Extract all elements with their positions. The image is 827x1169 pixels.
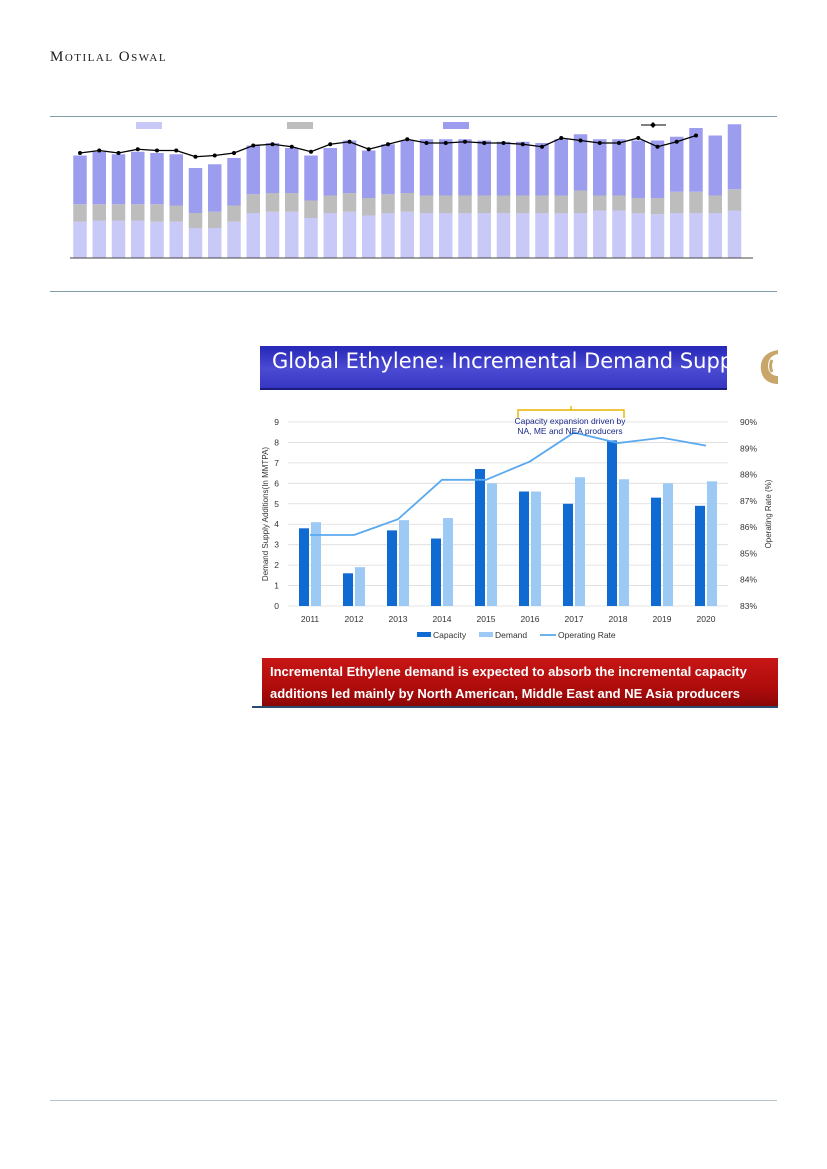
bar-13-segment-3 — [304, 156, 318, 201]
bar-8-segment-2 — [208, 212, 222, 228]
line-point-13 — [309, 150, 313, 154]
bar-17-segment-3 — [381, 144, 395, 194]
chart1-bottom-rule — [50, 291, 777, 292]
bar-8-segment-3 — [208, 164, 222, 212]
line-point-9 — [232, 151, 236, 155]
bar-6-segment-2 — [170, 206, 184, 222]
bar-15-segment-3 — [343, 141, 357, 194]
line-point-5 — [155, 149, 159, 153]
bar-29-segment-2 — [612, 196, 626, 211]
line-point-2 — [97, 149, 101, 153]
demand-bar-2020 — [707, 481, 717, 606]
bar-15-segment-1 — [343, 212, 357, 258]
y-tick-label: 7 — [274, 457, 279, 468]
capacity-bar-2014 — [431, 539, 441, 606]
bar-11-segment-3 — [266, 143, 280, 193]
x-tick-label: 2013 — [388, 614, 408, 624]
line-point-15 — [348, 140, 352, 144]
bar-30-segment-3 — [632, 141, 646, 199]
bar-17-segment-2 — [381, 194, 395, 213]
bar-25-segment-1 — [535, 213, 549, 258]
bar-24-segment-3 — [516, 142, 530, 196]
banner-line-1: Incremental Ethylene demand is expected to absorb the incremental capacity — [270, 664, 747, 679]
line-point-11 — [271, 142, 275, 146]
line-point-27 — [579, 139, 583, 143]
bar-24-segment-2 — [516, 196, 530, 214]
capacity-bar-2016 — [519, 492, 529, 606]
bar-2-segment-2 — [93, 204, 107, 220]
bar-31-segment-3 — [651, 141, 665, 199]
y-tick-label: 8 — [274, 437, 279, 448]
bar-31-segment-1 — [651, 214, 665, 258]
bar-1-segment-3 — [73, 156, 87, 205]
line-point-21 — [463, 140, 467, 144]
bar-21-segment-2 — [458, 196, 472, 214]
bar-3-segment-1 — [112, 221, 126, 259]
y-right-tick-label: 90% — [740, 417, 758, 427]
line-point-18 — [405, 137, 409, 141]
legend-operating-rate-label: Operating Rate — [558, 630, 616, 640]
bar-16-segment-1 — [362, 216, 376, 259]
y-right-tick-label: 87% — [740, 495, 758, 506]
bar-12-segment-3 — [285, 148, 299, 193]
bar-4-segment-3 — [131, 152, 145, 205]
bar-30-segment-1 — [632, 213, 646, 258]
bar-32-segment-2 — [670, 192, 684, 213]
demand-bar-2014 — [443, 518, 453, 606]
y-tick-label: 1 — [274, 580, 279, 591]
bar-33-segment-2 — [689, 192, 703, 213]
bar-25-segment-3 — [535, 143, 549, 196]
line-point-14 — [328, 142, 332, 146]
bar-21-segment-1 — [458, 213, 472, 258]
legend-swatch-3 — [443, 122, 469, 129]
x-tick-label: 2020 — [696, 614, 716, 624]
bar-30-segment-2 — [632, 198, 646, 213]
capacity-bar-2011 — [299, 528, 309, 606]
capacity-bar-2020 — [695, 506, 705, 606]
line-point-10 — [251, 144, 255, 148]
line-point-3 — [117, 151, 121, 155]
bar-4-segment-1 — [131, 221, 145, 259]
capacity-bar-2018 — [607, 440, 617, 606]
bar-11-segment-1 — [266, 212, 280, 258]
y-right-tick-label: 86% — [740, 522, 758, 533]
bar-2-segment-3 — [93, 152, 107, 205]
bar-5-segment-1 — [150, 222, 164, 258]
x-tick-label: 2012 — [344, 614, 364, 624]
bar-6-segment-3 — [170, 154, 184, 205]
bar-31-segment-2 — [651, 198, 665, 214]
y-tick-label: 6 — [274, 478, 279, 489]
footer-rule — [50, 1100, 777, 1101]
bar-32-segment-3 — [670, 137, 684, 192]
line-point-33 — [694, 134, 698, 138]
y-right-axis-title: Operating Rate (%) — [764, 479, 773, 549]
bar-35-segment-2 — [728, 189, 742, 210]
legend-swatch-2 — [287, 122, 313, 129]
y-axis-title: Demand Supply Additions(In MMTPA) — [261, 446, 270, 582]
bar-35-segment-1 — [728, 211, 742, 259]
x-tick-label: 2017 — [564, 614, 584, 624]
bar-27-segment-3 — [574, 134, 588, 190]
line-point-19 — [425, 141, 429, 145]
slide-title-bar — [260, 346, 752, 388]
bar-17-segment-1 — [381, 213, 395, 258]
bar-13-segment-1 — [304, 218, 318, 258]
line-point-32 — [675, 140, 679, 144]
x-tick-label: 2018 — [608, 614, 628, 624]
capacity-bar-2015 — [475, 469, 485, 606]
line-point-29 — [617, 141, 621, 145]
ethylene-slide — [252, 346, 778, 708]
bar-7-segment-2 — [189, 213, 203, 228]
line-point-7 — [194, 155, 198, 159]
bar-23-segment-1 — [497, 213, 511, 258]
line-point-30 — [636, 136, 640, 140]
bar-16-segment-3 — [362, 151, 376, 199]
bar-15-segment-2 — [343, 193, 357, 212]
line-point-4 — [136, 147, 140, 151]
ethylene-demand-supply-chart — [252, 406, 778, 656]
demand-bar-2012 — [355, 567, 365, 606]
bar-12-segment-2 — [285, 193, 299, 212]
legend-capacity-swatch — [417, 632, 431, 637]
bar-11-segment-2 — [266, 193, 280, 212]
bar-20-segment-1 — [439, 213, 453, 258]
bar-23-segment-3 — [497, 142, 511, 196]
legend-demand-label: Demand — [495, 630, 528, 640]
bar-5-segment-2 — [150, 204, 164, 222]
x-tick-label: 2015 — [476, 614, 496, 624]
line-point-25 — [540, 145, 544, 149]
bar-16-segment-2 — [362, 198, 376, 216]
bar-28-segment-3 — [593, 139, 607, 195]
line-point-23 — [502, 141, 506, 145]
demand-bar-2016 — [531, 492, 541, 606]
line-point-16 — [367, 147, 371, 151]
bar-14-segment-3 — [324, 148, 338, 196]
x-tick-label: 2019 — [652, 614, 672, 624]
bar-10-segment-2 — [247, 194, 261, 213]
y-right-tick-label: 83% — [740, 601, 758, 611]
line-point-28 — [598, 141, 602, 145]
bar-9-segment-1 — [227, 222, 241, 258]
legend-line-marker — [650, 122, 656, 128]
bar-6-segment-1 — [170, 222, 184, 258]
banner-line-2: additions led mainly by North American, Middle East and NE Asia producers — [270, 686, 741, 701]
bar-33-segment-1 — [689, 213, 703, 258]
bar-22-segment-2 — [478, 196, 492, 214]
bar-8-segment-1 — [208, 228, 222, 258]
bar-18-segment-1 — [401, 212, 415, 258]
y-tick-label: 5 — [274, 498, 279, 509]
bar-27-segment-2 — [574, 191, 588, 214]
bar-18-segment-2 — [401, 193, 415, 212]
annotation-line-1: Capacity expansion driven by — [514, 416, 626, 426]
bar-25-segment-2 — [535, 196, 549, 214]
bar-29-segment-1 — [612, 211, 626, 259]
bar-20-segment-2 — [439, 196, 453, 214]
y-tick-label: 3 — [274, 539, 279, 550]
bar-12-segment-1 — [285, 212, 299, 258]
bar-14-segment-2 — [324, 196, 338, 214]
bar-20-segment-3 — [439, 139, 453, 195]
company-emblem-icon — [752, 346, 778, 388]
bar-26-segment-1 — [555, 213, 569, 258]
legend-demand-swatch — [479, 632, 493, 637]
capacity-bar-2019 — [651, 498, 661, 606]
y-right-tick-label: 88% — [740, 469, 758, 480]
line-point-6 — [174, 149, 178, 153]
x-tick-label: 2014 — [432, 614, 452, 624]
bar-35-segment-3 — [728, 124, 742, 189]
bar-1-segment-2 — [73, 204, 87, 222]
bar-7-segment-3 — [189, 168, 203, 213]
bar-34-segment-3 — [709, 136, 723, 196]
demand-bar-2018 — [619, 479, 629, 606]
bar-10-segment-3 — [247, 146, 261, 195]
demand-bar-2017 — [575, 477, 585, 606]
slide-title: Global Ethylene: Incremental Demand Supply — [272, 349, 752, 373]
capacity-bar-2013 — [387, 530, 397, 606]
bar-26-segment-2 — [555, 196, 569, 214]
y-right-tick-label: 85% — [740, 548, 758, 559]
line-point-26 — [559, 136, 563, 140]
bar-32-segment-1 — [670, 213, 684, 258]
line-point-31 — [656, 145, 660, 149]
line-point-12 — [290, 145, 294, 149]
demand-bar-2019 — [663, 483, 673, 606]
bar-4-segment-2 — [131, 204, 145, 220]
legend-swatch-1 — [136, 122, 162, 129]
bar-9-segment-3 — [227, 158, 241, 206]
line-point-8 — [213, 154, 217, 158]
bar-22-segment-1 — [478, 213, 492, 258]
y-tick-label: 2 — [274, 560, 279, 571]
brand-logo: Motilal Oswal — [50, 49, 168, 65]
bar-23-segment-2 — [497, 196, 511, 214]
stacked-bar-chart — [50, 113, 777, 293]
bar-3-segment-2 — [112, 204, 126, 220]
annotation-line-2: NA, ME and NEA producers — [517, 426, 623, 436]
slide-bottom-line — [252, 706, 778, 708]
line-point-20 — [444, 141, 448, 145]
conclusion-banner — [262, 658, 778, 706]
line-point-22 — [482, 141, 486, 145]
bar-3-segment-3 — [112, 154, 126, 204]
bar-18-segment-3 — [401, 141, 415, 194]
bar-34-segment-1 — [709, 213, 723, 258]
line-point-17 — [386, 142, 390, 146]
y-right-tick-label: 84% — [740, 574, 758, 585]
bar-26-segment-3 — [555, 139, 569, 195]
bar-14-segment-1 — [324, 213, 338, 258]
bar-19-segment-2 — [420, 196, 434, 214]
bar-34-segment-2 — [709, 196, 723, 214]
bar-29-segment-3 — [612, 139, 626, 195]
bar-19-segment-3 — [420, 139, 434, 195]
bar-24-segment-1 — [516, 213, 530, 258]
x-tick-label: 2011 — [300, 614, 320, 624]
y-tick-label: 0 — [274, 601, 279, 611]
y-tick-label: 4 — [274, 519, 279, 530]
y-tick-label: 9 — [274, 417, 279, 427]
bar-13-segment-2 — [304, 201, 318, 219]
bar-5-segment-3 — [150, 153, 164, 204]
bar-22-segment-3 — [478, 141, 492, 196]
line-point-24 — [521, 142, 525, 146]
bar-21-segment-3 — [458, 139, 472, 195]
bar-1-segment-1 — [73, 222, 87, 258]
legend-capacity-label: Capacity — [433, 630, 467, 640]
bar-2-segment-1 — [93, 221, 107, 259]
bar-28-segment-2 — [593, 196, 607, 211]
x-tick-label: 2016 — [520, 614, 540, 624]
bar-9-segment-2 — [227, 206, 241, 222]
line-point-1 — [78, 151, 82, 155]
bar-10-segment-1 — [247, 213, 261, 258]
bar-19-segment-1 — [420, 213, 434, 258]
annotation-text — [514, 416, 626, 436]
y-right-tick-label: 89% — [740, 443, 758, 454]
bar-28-segment-1 — [593, 211, 607, 259]
bar-7-segment-1 — [189, 228, 203, 258]
capacity-bar-2017 — [563, 504, 573, 606]
demand-bar-2015 — [487, 483, 497, 606]
demand-bar-2013 — [399, 520, 409, 606]
capacity-bar-2012 — [343, 573, 353, 606]
bar-27-segment-1 — [574, 213, 588, 258]
